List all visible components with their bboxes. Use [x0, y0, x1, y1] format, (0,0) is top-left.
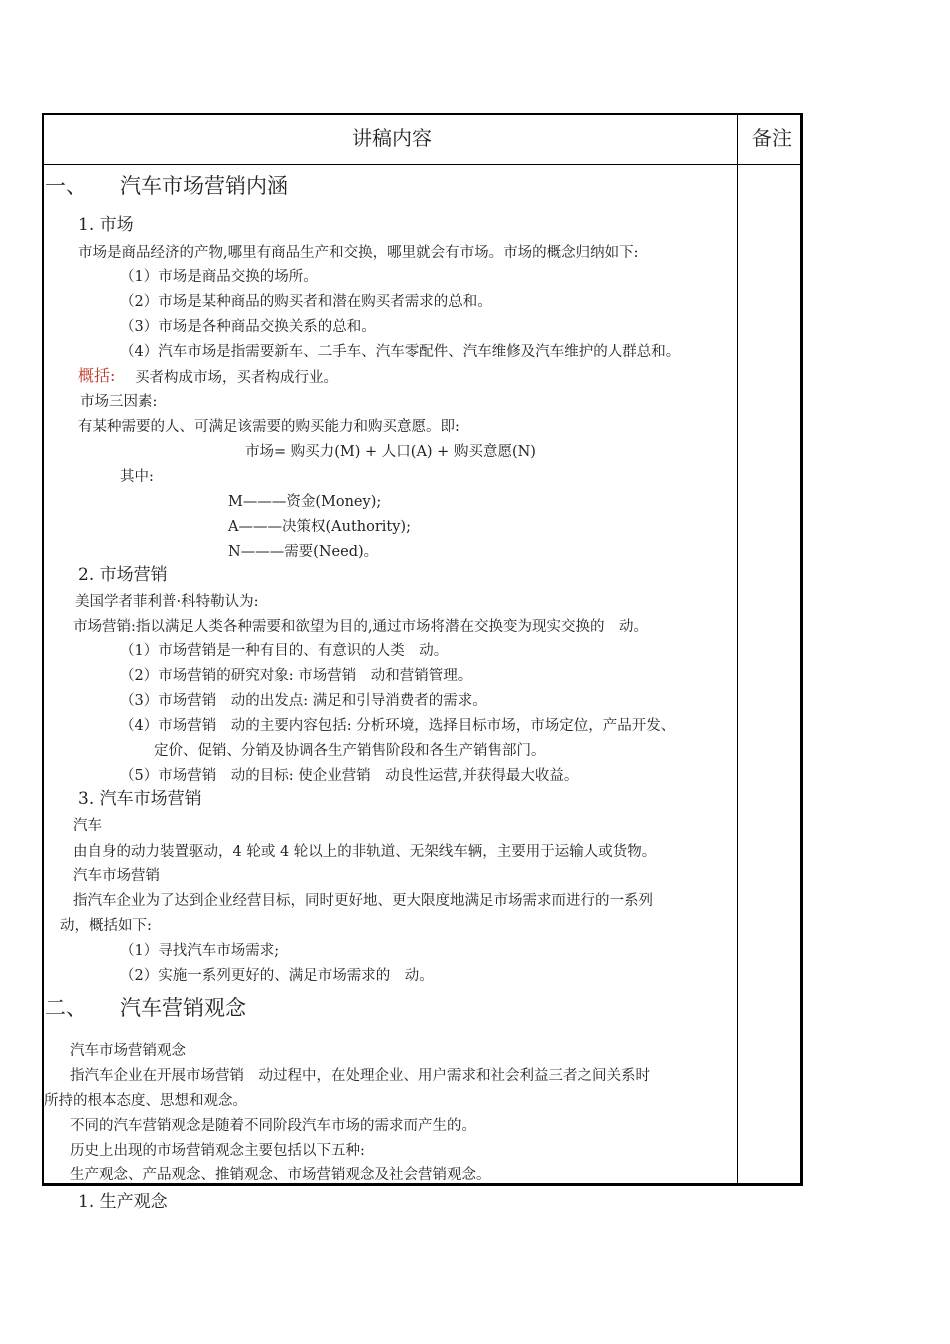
marketing-item-4: （4）市场营销 动的主要内容包括: 分析环境，选择目标市场，市场定位，产品开发、 — [120, 718, 676, 734]
concept-def-2: 所持的根本态度、思想和观念。 — [44, 1093, 247, 1109]
concept-def-1: 指汽车企业在开展市场营销 动过程中，在处理企业、用户需求和社会利益三者之间关系时 — [70, 1068, 650, 1084]
market-intro: 市场是商品经济的产物,哪里有商品生产和交换，哪里就会有市场。市场的概念归纳如下: — [78, 245, 639, 261]
marketing-item-2: （2）市场营销的研究对象: 市场营销 动和营销管理。 — [120, 668, 473, 684]
auto-marketing-term: 汽车市场营销 — [73, 868, 160, 884]
header-divider — [42, 164, 803, 165]
section2-title: 汽车营销观念 — [120, 996, 246, 1020]
concept-term: 汽车市场营销观念 — [70, 1043, 186, 1059]
factors-desc: 有某种需要的人、可满足该需要的购买能力和购买意愿。即: — [78, 419, 460, 435]
auto-marketing-heading: 3. 汽车市场营销 — [78, 789, 202, 809]
market-formula: 市场= 购买力(M) + 人口(A) + 购买意愿(N) — [245, 444, 536, 460]
auto-marketing-item-1: （1）寻找汽车市场需求; — [120, 943, 280, 959]
marketing-item-3: （3）市场营销 动的出发点: 满足和引导消费者的需求。 — [120, 693, 487, 709]
marketing-item-1: （1）市场营销是一种有目的、有意识的人类 动。 — [120, 643, 449, 659]
where-label: 其中: — [120, 469, 154, 485]
summary-text: 买者构成市场，买者构成行业。 — [135, 370, 338, 386]
concept-line-5: 生产观念、产品观念、推销观念、市场营销观念及社会营销观念。 — [70, 1167, 491, 1183]
section1-number: 一、 — [45, 174, 87, 198]
concept-line-4: 历史上出现的市场营销观念主要包括以下五种: — [70, 1143, 365, 1159]
marketing-heading: 2. 市场营销 — [78, 565, 168, 585]
def-money: M———资金(Money); — [228, 494, 382, 510]
production-concept-heading: 1. 生产观念 — [78, 1192, 168, 1212]
header-content: 讲稿内容 — [352, 126, 432, 150]
column-divider — [737, 113, 738, 1186]
marketing-definition: 市场营销:指以满足人类各种需要和欲望为目的,通过市场将潜在交换变为现实交换的 动。 — [73, 619, 648, 635]
car-term: 汽车 — [73, 818, 102, 834]
market-item-2: （2）市场是某种商品的购买者和潜在购买者需求的总和。 — [120, 294, 492, 310]
market-item-1: （1）市场是商品交换的场所。 — [120, 269, 318, 285]
marketing-source: 美国学者菲利普·科特勒认为: — [75, 594, 259, 610]
section1-title: 汽车市场营销内涵 — [120, 174, 288, 198]
auto-marketing-def-1: 指汽车企业为了达到企业经营目标，同时更好地、更大限度地满足市场需求而进行的一系列 — [73, 893, 653, 909]
market-heading: 1. 市场 — [78, 215, 134, 235]
factors-title: 市场三因素: — [80, 394, 158, 410]
summary-label: 概括: — [78, 366, 116, 385]
market-item-3: （3）市场是各种商品交换关系的总和。 — [120, 319, 376, 335]
def-need: N———需要(Need)。 — [228, 544, 379, 560]
marketing-item-4-cont: 定价、促销、分销及协调各生产销售阶段和各生产销售部门。 — [154, 743, 546, 759]
def-authority: A———决策权(Authority); — [228, 519, 411, 535]
auto-marketing-def-2: 动，概括如下: — [60, 918, 152, 934]
car-definition: 由自身的动力装置驱动，4 轮或 4 轮以上的非轨道、无架线车辆，主要用于运输人或货物。 — [73, 844, 657, 860]
market-item-4: （4）汽车市场是指需要新车、二手车、汽车零配件、汽车维修及汽车维护的人群总和。 — [120, 344, 681, 360]
section2-number: 二、 — [45, 996, 87, 1020]
header-notes: 备注 — [752, 126, 792, 150]
marketing-item-5: （5）市场营销 动的目标: 使企业营销 动良性运营,并获得最大收益。 — [120, 768, 579, 784]
concept-line-3: 不同的汽车营销观念是随着不同阶段汽车市场的需求而产生的。 — [70, 1118, 476, 1134]
auto-marketing-item-2: （2）实施一系列更好的、满足市场需求的 动。 — [120, 968, 434, 984]
